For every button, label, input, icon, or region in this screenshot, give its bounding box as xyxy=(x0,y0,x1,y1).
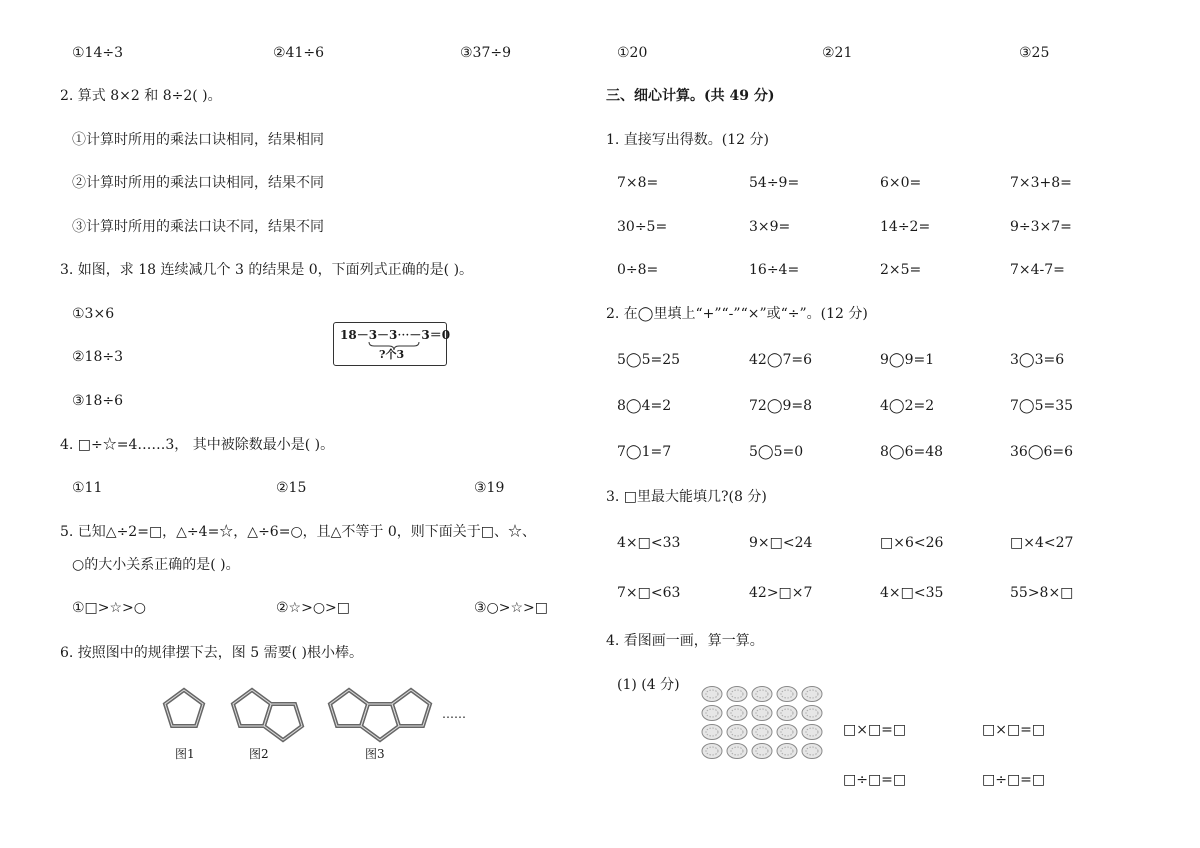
cookie xyxy=(802,687,822,702)
part1-item: 16÷4= xyxy=(749,262,800,278)
q3-stem: 3. 如图，求 18 连续减几个 3 的结果是 0，下面列式正确的是( )。 xyxy=(60,262,474,278)
cookie xyxy=(777,725,797,740)
q3-figure xyxy=(333,322,451,366)
q2-option-1: ①计算时所用的乘法口诀相同，结果相同 xyxy=(72,132,324,148)
part4-sub-label: (1) (4 分) xyxy=(617,677,680,693)
cookie xyxy=(802,725,822,740)
q4-option-2: ②15 xyxy=(276,480,307,496)
part2-item: 4◯2=2 xyxy=(880,398,935,414)
q1-option-2: ②41÷6 xyxy=(273,45,325,61)
part1-item: 30÷5= xyxy=(617,219,668,235)
part1-item: 0÷8= xyxy=(617,262,659,278)
q6-caption-fig2: 图2 xyxy=(249,747,269,761)
q3-option-3: ③18÷6 xyxy=(72,393,124,409)
part2-item: 36◯6=6 xyxy=(1010,444,1074,460)
part4-title: 4. 看图画一画，算一算。 xyxy=(606,633,764,649)
part2-item: 9◯9=1 xyxy=(880,352,935,368)
part2-item: 8◯4=2 xyxy=(617,398,672,414)
prev-option-1: ①20 xyxy=(617,45,648,61)
part1-item: 9÷3×7= xyxy=(1010,219,1072,235)
part3-item: 4×□<35 xyxy=(880,585,944,601)
cookie xyxy=(702,725,722,740)
cookie xyxy=(727,744,747,759)
part2-item: 72◯9=8 xyxy=(749,398,813,414)
part3-item: □×4<27 xyxy=(1010,535,1074,551)
part3-item: 55>8×□ xyxy=(1010,585,1074,601)
q6-caption-fig1: 图1 xyxy=(175,747,195,761)
part2-item: 5◯5=25 xyxy=(617,352,681,368)
part3-item: □×6<26 xyxy=(880,535,944,551)
q6-caption-fig3: 图3 xyxy=(365,747,385,761)
q2-option-3: ③计算时所用的乘法口诀不同，结果不同 xyxy=(72,219,324,235)
q5-stem-line2: ○的大小关系正确的是( )。 xyxy=(72,557,240,573)
part3-item: 9×□<24 xyxy=(749,535,813,551)
cookie xyxy=(727,725,747,740)
part2-item: 7◯1=7 xyxy=(617,444,672,460)
q4-option-1: ①11 xyxy=(72,480,103,496)
section-title: 三、细心计算。(共 49 分) xyxy=(606,88,775,104)
part2-item: 3◯3=6 xyxy=(1010,352,1065,368)
part2-title: 2. 在◯里填上“+”“-”“×”或“÷”。(12 分) xyxy=(606,306,868,322)
cookie xyxy=(777,687,797,702)
part1-item: 54÷9= xyxy=(749,175,800,191)
part1-item: 2×5= xyxy=(880,262,922,278)
part2-item: 5◯5=0 xyxy=(749,444,804,460)
part1-item: 3×9= xyxy=(749,219,791,235)
q3-option-1: ①3×6 xyxy=(72,306,115,322)
cookie xyxy=(702,744,722,759)
q5-stem-line1: 5. 已知△÷2=□，△÷4=☆，△÷6=○，且△不等于 0，则下面关于□、☆、 xyxy=(60,524,537,540)
cookie xyxy=(702,706,722,721)
q2-stem: 2. 算式 8×2 和 8÷2( )。 xyxy=(60,88,222,104)
cookie xyxy=(752,687,772,702)
q3-figure-note: ?个3 xyxy=(379,348,405,361)
q5-option-3: ③○>☆>□ xyxy=(474,600,549,616)
part2-item: 42◯7=6 xyxy=(749,352,813,368)
q4-option-3: ③19 xyxy=(474,480,505,496)
q3-figure-expression: 18－3－3⋯－3＝0 xyxy=(340,328,451,342)
part1-item: 6×0= xyxy=(880,175,922,191)
cookie-grid xyxy=(701,686,826,760)
cookie xyxy=(777,706,797,721)
part1-title: 1. 直接写出得数。(12 分) xyxy=(606,132,769,148)
cookie xyxy=(777,744,797,759)
part1-item: 7×3+8= xyxy=(1010,175,1072,191)
part3-item: 42>□×7 xyxy=(749,585,813,601)
part4-blank: □÷□=□ xyxy=(843,772,907,788)
part1-item: 7×4-7= xyxy=(1010,262,1065,278)
q3-option-2: ②18÷3 xyxy=(72,349,124,365)
prev-option-3: ③25 xyxy=(1019,45,1050,61)
q5-option-2: ②☆>○>□ xyxy=(276,600,351,616)
cookie xyxy=(752,744,772,759)
part3-item: 7×□<63 xyxy=(617,585,681,601)
part4-blank: □×□=□ xyxy=(982,722,1046,738)
part3-item: 4×□<33 xyxy=(617,535,681,551)
part1-item: 14÷2= xyxy=(880,219,931,235)
cookie xyxy=(727,706,747,721)
q6-stem: 6. 按照图中的规律摆下去，图 5 需要( )根小棒。 xyxy=(60,645,363,661)
part2-item: 8◯6=48 xyxy=(880,444,944,460)
q5-option-1: ①□>☆>○ xyxy=(72,600,147,616)
cookie xyxy=(802,706,822,721)
cookie xyxy=(727,687,747,702)
prev-option-2: ②21 xyxy=(822,45,853,61)
part2-item: 7◯5=35 xyxy=(1010,398,1074,414)
q4-stem: 4. □÷☆=4……3， 其中被除数最小是( )。 xyxy=(60,437,335,453)
q1-option-3: ③37÷9 xyxy=(460,45,512,61)
q1-option-1: ①14÷3 xyxy=(72,45,124,61)
part4-blank: □÷□=□ xyxy=(982,772,1046,788)
part4-blank: □×□=□ xyxy=(843,722,907,738)
cookie xyxy=(702,687,722,702)
part3-title: 3. □里最大能填几?(8 分) xyxy=(606,489,767,505)
part1-item: 7×8= xyxy=(617,175,659,191)
cookie xyxy=(752,706,772,721)
cookie xyxy=(752,725,772,740)
cookie xyxy=(802,744,822,759)
q6-stick-pentagons xyxy=(160,688,480,738)
q6-ellipsis: …… xyxy=(442,707,466,721)
q2-option-2: ②计算时所用的乘法口诀相同，结果不同 xyxy=(72,175,324,191)
